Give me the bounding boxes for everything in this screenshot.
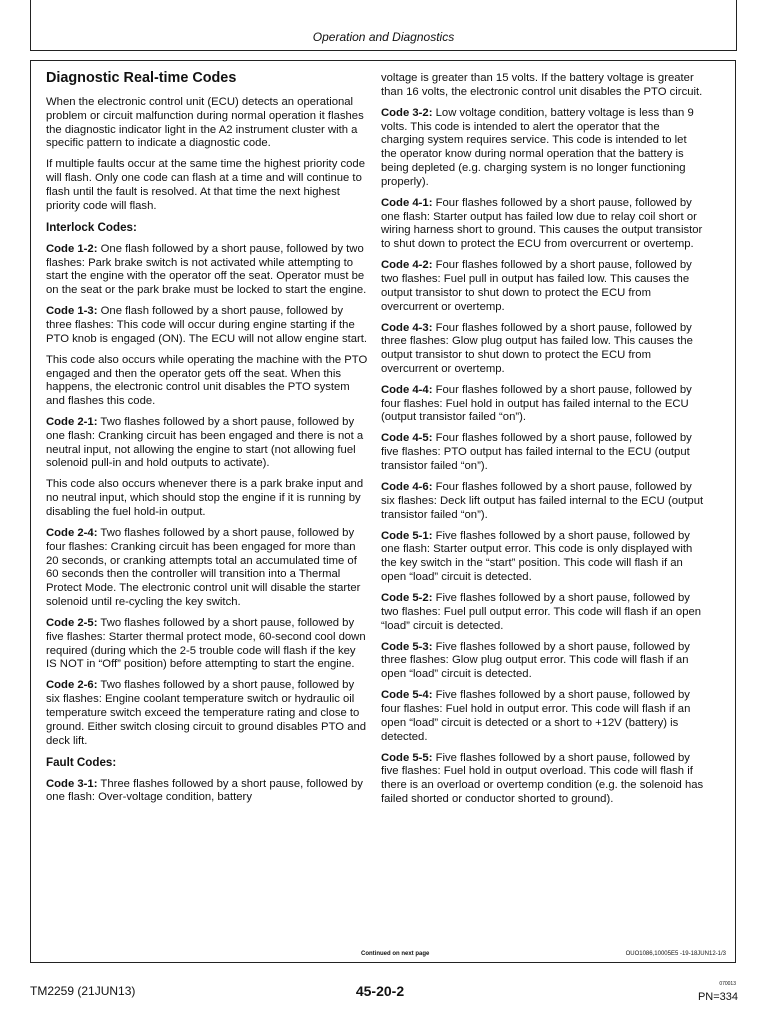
code-paragraph (381, 592, 705, 633)
page-header-title: Operation and Diagnostics (312, 30, 455, 44)
code-label: Code 1-2: (46, 242, 98, 255)
page-number: 45-20-2 (355, 983, 405, 999)
fault-code-list-continued (381, 72, 705, 807)
code-label: Code 3-2: (381, 106, 433, 119)
interlock-codes-heading: Interlock Codes: (46, 220, 137, 234)
code-paragraph (46, 679, 368, 748)
code-description: Five flashes followed by a short pause, followed by four flashes: Fuel hold in output error. This code will flash if an open “load” circuit is detected or a short to +12V (battery) is detected. (381, 689, 691, 743)
code-paragraph (381, 197, 705, 252)
code-paragraph (381, 752, 705, 807)
code-label: Code 5-4: (381, 689, 433, 702)
code-paragraph (381, 530, 705, 585)
code-description: Two flashes followed by a short pause, followed by six flashes: Engine coolant temperature switch or hydraulic oil temperature switch exceed the temperature rating and close to ground. Either switch closing circuit to ground disables PTO and deck lift. (46, 679, 367, 747)
code-label: Code 4-2: (381, 259, 433, 272)
footer-code: 070013 (719, 981, 736, 987)
code-paragraph (46, 243, 368, 298)
code-label: Code 4-1: (381, 196, 433, 209)
code-label: Code 4-5: (381, 432, 433, 445)
code-label: Code 4-4: (381, 383, 433, 396)
code-paragraph (46, 617, 368, 672)
code-description: Five flashes followed by a short pause, followed by three flashes: Glow plug output error. This code will flash if an open “load” circuit is detected. (381, 640, 690, 681)
code-paragraph (381, 689, 705, 744)
code-description: One flash followed by a short pause, followed by three flashes: This code will occur during engine starting if the PTO knob is engaged (ON). The ECU will not allow engine start. (46, 305, 368, 345)
code-label: Code 5-5: (381, 751, 433, 764)
code-paragraph (381, 72, 705, 100)
code-label: Code 4-3: (381, 321, 433, 334)
code-paragraph (381, 107, 705, 190)
code-label: Code 2-1: (46, 416, 98, 429)
code-description: voltage is greater than 15 volts. If the battery voltage is greater than 16 volts, the electronic control unit disables the PTO circuit. (381, 72, 703, 98)
code-description: Four flashes followed by a short pause, followed by six flashes: Deck lift output has failed internal to the ECU (output transistor failed “on”). (381, 481, 704, 521)
pn-number: PN=334 (697, 991, 738, 1003)
code-paragraph (381, 384, 705, 425)
code-paragraph (46, 305, 368, 346)
intro-paragraph: If multiple faults occur at the same time the highest priority code will flash. Only one code can flash at a time and will continue to flash until the fault is resolved. At that time the next highest priority code will flash. (46, 158, 365, 212)
code-paragraph (381, 481, 705, 522)
right-column (381, 72, 705, 814)
continued-note: Continued on next page (361, 951, 430, 957)
code-label: Code 5-2: (381, 591, 433, 604)
fault-code-list (46, 778, 368, 806)
code-label: Code 2-6: (46, 679, 98, 692)
code-label: Code 2-4: (46, 527, 98, 540)
code-description: Low voltage condition, battery voltage is less than 9 volts. This code is intended to alert the operator that the charging system requires service. This code is intended to let the operator know during normal operation that the battery is being depleted (e.g. charging system is no longer functioning properly). (381, 106, 694, 188)
code-description: Four flashes followed by a short pause, followed by four flashes: Fuel hold in output has failed internal to the ECU (output transistor failed “on”). (381, 383, 692, 424)
code-description: Five flashes followed by a short pause, followed by two flashes: Fuel pull output error. This code will flash if an open “load” circuit is detected. (381, 591, 702, 632)
code-description: Four flashes followed by a short pause, followed by three flashes: Glow plug output has failed low. This causes the output transistor to shut down to protect the ECU from overcurrent or overtemp. (381, 321, 693, 375)
code-paragraph (46, 778, 368, 806)
intro-paragraph: When the electronic control unit (ECU) detects an operational problem or circuit malfunction during normal operation it flashes the diagnostic indicator light in the A2 instrument cluster with a specific pattern to indicate a diagnostic code. (46, 96, 364, 150)
code-description: Two flashes followed by a short pause, followed by one flash: Cranking circuit has been engaged and there is not a neutral input, not allowing the engine to start (not allowing fuel solenoid pull-in and hold outputs to activate). (46, 416, 364, 470)
code-label: Code 5-1: (381, 529, 433, 542)
code-paragraph (46, 416, 368, 471)
manual-id: TM2259 (21JUN13) (30, 984, 136, 998)
left-column (46, 70, 368, 812)
code-paragraph (381, 322, 705, 377)
code-label: Code 2-5: (46, 617, 98, 629)
code-paragraph (381, 432, 705, 473)
code-description: Four flashes followed by a short pause, followed by two flashes: Fuel pull in output has failed low. This causes the output transistor to shut down to protect the ECU from overcurrent or overtemp. (381, 259, 692, 313)
code-label: Code 3-1: (46, 777, 98, 790)
section-heading: Diagnostic Real-time Codes (46, 70, 237, 86)
document-id: OUO1086,10005E5 -19-18JUN12-1/3 (625, 951, 726, 957)
interlock-code-list (46, 243, 368, 749)
code-description: Two flashes followed by a short pause, followed by five flashes: Starter thermal protect mode, 60-second cool down required (during which the 2-5 trouble code will flash if the key IS NOT in “Off” position) before attempting to start the engine. (46, 617, 366, 671)
code-description: Five flashes followed by a short pause, followed by five flashes: Fuel hold in output overload. This code will flash if there is an overload or overtemp condition (e.g. the solenoid has failed shorted or conductor shorted to ground). (381, 751, 704, 805)
header-divider (30, 50, 737, 51)
code-paragraph (46, 354, 368, 409)
code-description: Four flashes followed by a short pause, followed by five flashes: PTO output has failed internal to the ECU (output transistor failed “on”). (381, 432, 692, 473)
code-paragraph (46, 478, 368, 519)
code-description: Five flashes followed by a short pause, followed by one flash: Starter output error. This code is only displayed with the key switch in the “start” position. This code will flash if an open “load” circuit is detected. (381, 529, 693, 583)
code-description: Four flashes followed by a short pause, followed by one flash: Starter output has failed low due to relay coil short or wiring harness short to ground. This causes the output transistor to shut down to protect the ECU from overcurrent or overtemp. (381, 196, 703, 251)
code-paragraph (46, 527, 368, 610)
code-label: Code 5-3: (381, 640, 433, 653)
code-paragraph (381, 259, 705, 314)
code-label: Code 4-6: (381, 481, 433, 494)
code-description: Two flashes followed by a short pause, followed by four flashes: Cranking circuit has been engaged for more than 20 seconds, or cranking attempts total an accumulated time of 60 seconds then the controller will transition into a Thermal Protect Mode. The electronic control unit will disable the starter solenoid until re-cycling the key switch. (46, 527, 361, 609)
fault-codes-heading: Fault Codes: (46, 755, 117, 769)
code-paragraph (381, 641, 705, 682)
code-description: One flash followed by a short pause, followed by two flashes: Park brake switch is not activated while attempting to start the engine with the operator off the seat. Operator must be on the seat or the park brake must be locked to start the engine. (46, 242, 367, 297)
code-description: This code also occurs whenever there is a park brake input and no neutral input, which should stop the engine if it is running by disabling the fuel hold-in output. (46, 478, 364, 519)
code-label: Code 1-3: (46, 305, 98, 318)
code-description: This code also occurs while operating the machine with the PTO engaged and then the operator gets off the seat. When this happens, the electronic control unit disables the PTO system and flashes this code. (46, 353, 368, 408)
code-description: Three flashes followed by a short pause, followed by one flash: Over-voltage condition, battery (46, 777, 363, 804)
